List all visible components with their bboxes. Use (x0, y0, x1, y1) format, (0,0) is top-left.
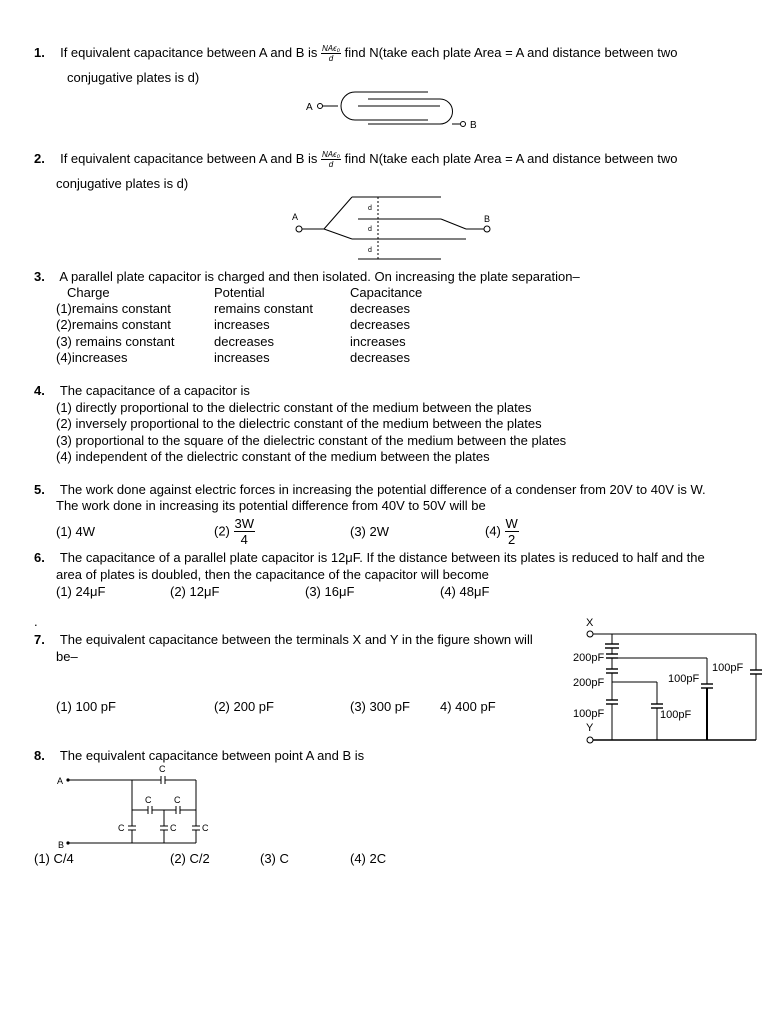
q6-option-1: (1) 24μF (56, 584, 106, 599)
question-8 (34, 748, 364, 764)
q6-option-2: (2) 12μF (170, 584, 220, 599)
q5-option-2: (2) $\frac{3W}{4}$ (214, 516, 255, 547)
cap-label-top: C (159, 764, 166, 774)
question-text: The equivalent capacitance between the terminals X and Y in the figure shown will (59, 632, 533, 647)
q7-circuit-diagram (566, 614, 766, 749)
label-a: A (306, 102, 313, 113)
q4-option-1: (1) directly proportional to the dielectric constant of the medium between the plates (56, 400, 532, 415)
cap-label-100pf-bottom: 100pF (573, 708, 605, 720)
question-number: 8. (34, 748, 45, 763)
q7-option-2: (2) 200 pF (214, 699, 274, 714)
question-number: 6. (34, 550, 45, 565)
q8-option-2: (2) C/2 (170, 851, 210, 866)
q3-row4-capacitance: decreases (350, 350, 410, 365)
terminal-b (461, 122, 466, 127)
q3-header-charge: Charge (67, 285, 110, 300)
q6-option-3: (3) 16μF (305, 584, 355, 599)
q5-option-4-fraction: $\frac{W}{2}$ (505, 516, 518, 547)
q7-option-3: (3) 300 pF (350, 699, 410, 714)
q8-circuit-diagram (52, 763, 222, 853)
question-1-line2: conjugative plates is d) (67, 70, 200, 85)
question-text: The work done against electric forces in increasing the potential difference of a condenser from 20V to 40V is W. (59, 482, 706, 497)
question-number: 7. (34, 632, 45, 647)
q8-option-1: (1) C/4 (34, 851, 74, 866)
q7-option-1: (1) 100 pF (56, 699, 116, 714)
q3-row2-capacitance: decreases (350, 317, 410, 332)
label-d2: d (368, 226, 372, 233)
q8-option-4: (4) 2C (350, 851, 387, 866)
question-1 (34, 44, 677, 63)
question-number: 1. (34, 44, 45, 60)
cap-label-left: C (118, 823, 125, 833)
question-6-line2: area of plates is doubled, then the capacitance of the capacitor will become (56, 567, 489, 582)
terminal-b (66, 841, 69, 844)
question-7 (34, 632, 533, 648)
terminal-a (318, 104, 323, 109)
label-a: A (57, 776, 64, 786)
q1-capacitor-diagram (300, 86, 490, 136)
question-text-cont: find N(take each plate Area = A and distance between two (344, 150, 678, 166)
label-d1: d (368, 205, 372, 212)
terminal-x (587, 631, 593, 637)
q8-option-3: (3) C (260, 851, 289, 866)
question-number: 2. (34, 150, 45, 166)
q3-row1-capacitance: decreases (350, 301, 410, 316)
cap-label-center: C (170, 823, 177, 833)
question-text: The capacitance of a capacitor is (59, 383, 250, 398)
label-b: B (484, 214, 491, 224)
q4-option-2: (2) inversely proportional to the dielectric constant of the medium between the plates (56, 416, 542, 431)
capacitance-fraction: $\frac{\text{NAϵ₀}}{d}$ (322, 150, 341, 169)
q4-option-3: (3) proportional to the square of the dielectric constant of the medium between the plates (56, 433, 567, 448)
terminal-b (484, 226, 490, 232)
q5-option-3: (3) 2W (350, 524, 389, 539)
capacitance-fraction: $\frac{\text{NAϵ₀}}{d}$ (322, 44, 341, 63)
question-5-line2: The work done in increasing its potential difference from 40V to 50V will be (56, 498, 486, 513)
question-6 (34, 550, 705, 566)
q4-option-4: (4) independent of the dielectric constant of the medium between the plates (56, 449, 490, 464)
question-2-line2: conjugative plates is d) (56, 176, 189, 191)
cap-label-mid-right: C (174, 795, 181, 805)
cap-label-right: C (202, 823, 209, 833)
question-number: 3. (34, 269, 45, 284)
question-5 (34, 482, 706, 498)
question-text: The equivalent capacitance between point A and B is (59, 748, 365, 763)
cap-label-100pf-right: 100pF (668, 673, 700, 685)
q3-row1-potential: remains constant (214, 301, 313, 316)
q3-row4-charge: (4)increases (56, 350, 128, 365)
cap-label-100pf-mid: 100pF (660, 709, 692, 721)
q5-option-1: (1) 4W (56, 524, 95, 539)
q3-row2-potential: increases (214, 317, 270, 332)
q3-row3-capacitance: increases (350, 334, 406, 349)
question-4 (34, 383, 250, 399)
label-b: B (470, 120, 477, 131)
terminal-a (296, 226, 302, 232)
q3-row3-potential: decreases (214, 334, 274, 349)
q2-capacitor-diagram (286, 192, 496, 264)
q5-option-2-fraction: $\frac{3W}{4}$ (234, 516, 255, 547)
q3-header-capacitance: Capacitance (350, 285, 423, 300)
cap-label-mid-left: C (145, 795, 152, 805)
question-number: 5. (34, 482, 45, 497)
q6-option-4: (4) 48μF (440, 584, 490, 599)
q3-row1-charge: (1)remains constant (56, 301, 171, 316)
label-b: B (58, 840, 65, 850)
question-text: The capacitance of a parallel plate capacitor is 12μF. If the distance between its plates is reduced to half and the (59, 550, 705, 565)
question-2 (34, 150, 677, 169)
q3-header-potential: Potential (214, 285, 265, 300)
terminal-y (587, 737, 593, 743)
question-text: If equivalent capacitance between A and B is (60, 150, 318, 166)
question-7-line2: be– (56, 649, 78, 664)
q5-option-4: (4) $\frac{W}{2}$ (485, 516, 518, 547)
question-text: A parallel plate capacitor is charged and then isolated. On increasing the plate separation– (59, 269, 580, 284)
label-y: Y (586, 722, 594, 734)
q3-row2-charge: (2)remains constant (56, 317, 171, 332)
question-text-cont: find N(take each plate Area = A and distance between two (344, 44, 678, 60)
question-3 (34, 269, 580, 285)
stray-dot: . (34, 614, 38, 629)
question-text: If equivalent capacitance between A and B is (60, 44, 318, 60)
cap-label-100pf-far-right: 100pF (712, 662, 744, 674)
label-a: A (292, 212, 299, 222)
q7-option-4: 4) 400 pF (440, 699, 496, 714)
q3-row4-potential: increases (214, 350, 270, 365)
question-number: 4. (34, 383, 45, 398)
label-d3: d (368, 247, 372, 254)
cap-label-200pf-2: 200pF (573, 677, 605, 689)
label-x: X (586, 617, 594, 629)
q3-row3-charge: (3) remains constant (56, 334, 175, 349)
cap-label-200pf-1: 200pF (573, 652, 605, 664)
